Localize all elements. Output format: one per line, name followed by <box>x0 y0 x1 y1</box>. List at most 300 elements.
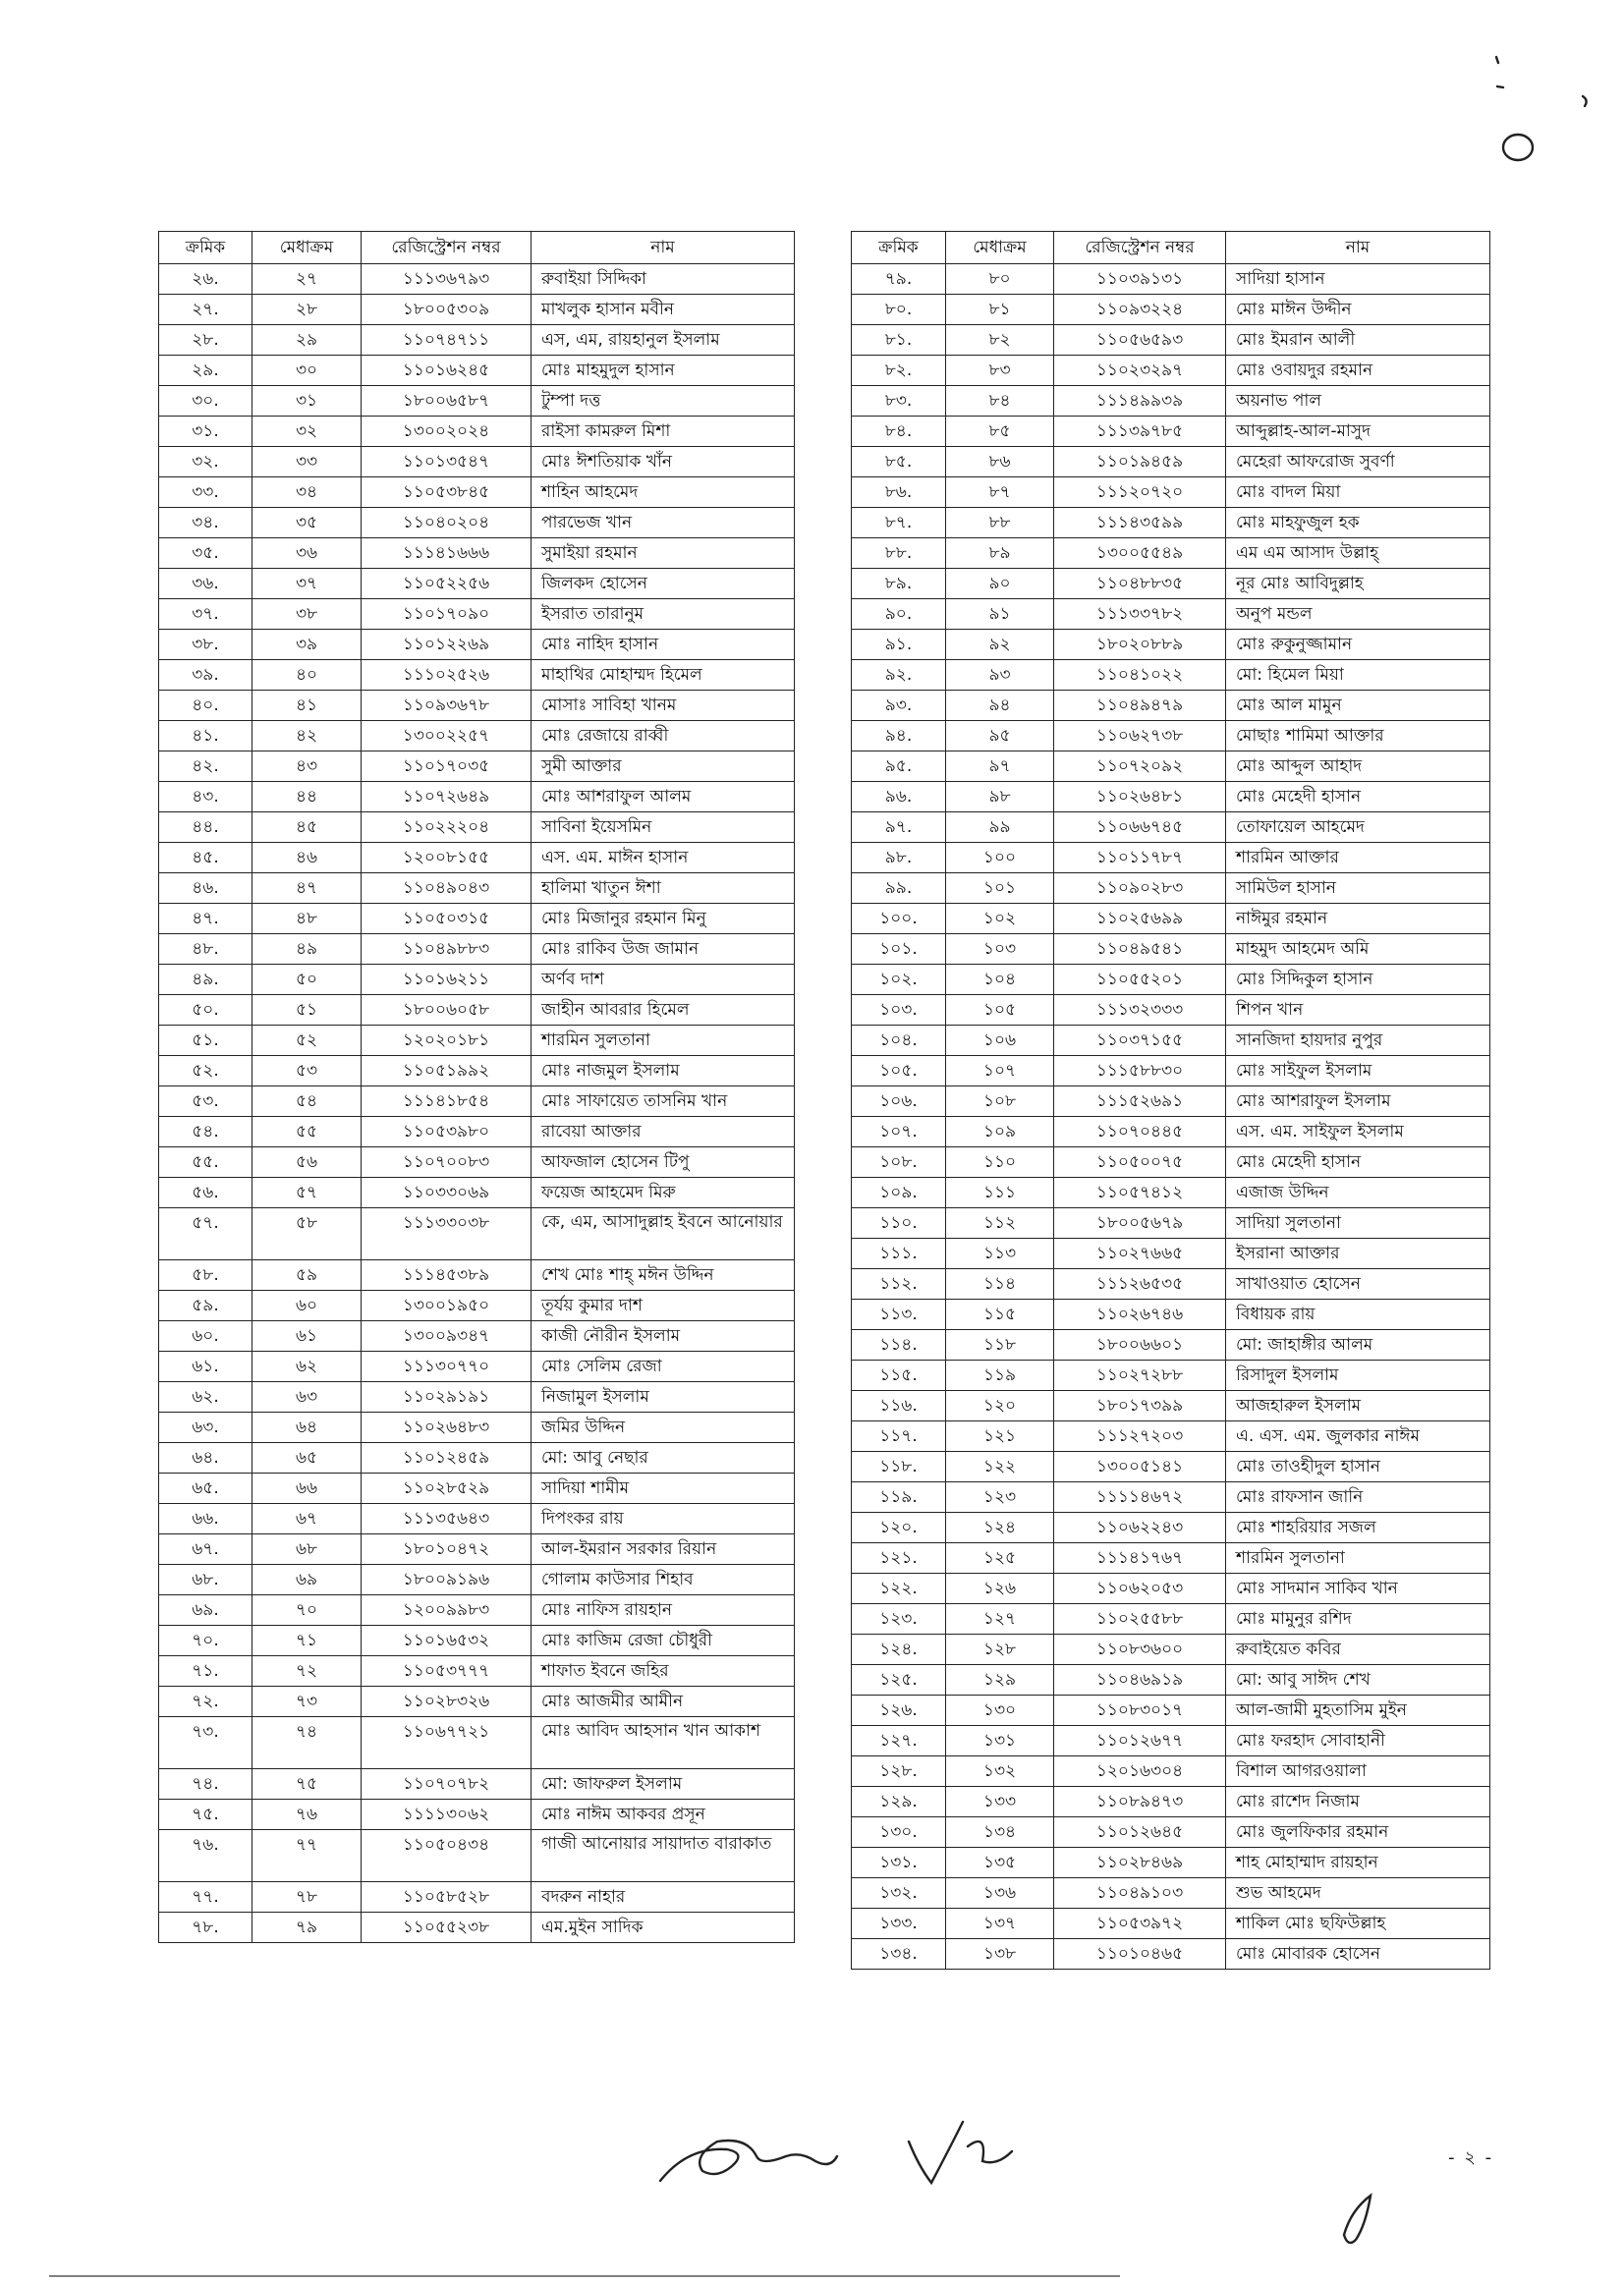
table-row <box>159 1147 795 1178</box>
cell-registration: ১৩০০৯৩৪৭ <box>362 1321 532 1352</box>
cell-serial: ৪৫. <box>159 843 252 873</box>
cell-name: অর্ণব দাশ <box>532 965 795 995</box>
cell-serial: ৫৪. <box>159 1117 252 1147</box>
table-row <box>852 1421 1490 1452</box>
cell-merit: ১০৭ <box>946 1056 1054 1086</box>
cell-name: অয়নাভ পাল <box>1226 386 1490 417</box>
cell-name: মো: আবু নেছার <box>532 1443 795 1474</box>
cell-name: মোঃ মাহফুজুল হক <box>1226 508 1490 538</box>
cell-serial: ১১০. <box>852 1208 946 1239</box>
cell-registration: ১১০৩৯১৩১ <box>1054 264 1226 295</box>
cell-name: ফয়েজ আহমেদ মিরু <box>532 1178 795 1208</box>
cell-registration: ১১১৪১৭৬৭ <box>1054 1543 1226 1574</box>
cell-merit: ৬৮ <box>252 1534 362 1565</box>
cell-name: মোঃ আজমীর আমীন <box>532 1687 795 1717</box>
cell-name: এম এম আসাদ উল্লাহ্ <box>1226 538 1490 569</box>
cell-merit: ৪৬ <box>252 843 362 873</box>
cell-name: মোছাঃ শামিমা আক্তার <box>1226 721 1490 751</box>
cell-serial: ৩১. <box>159 417 252 447</box>
cell-merit: ৭১ <box>252 1626 362 1656</box>
table-row <box>159 1291 795 1321</box>
table-row <box>159 538 795 569</box>
cell-registration: ১১০১০৪৬৫ <box>1054 1939 1226 1970</box>
cell-registration: ১১০৪০২০৪ <box>362 508 532 538</box>
cell-name: মো: জাহাঙ্গীর আলম <box>1226 1330 1490 1361</box>
cell-merit: ৮৮ <box>946 508 1054 538</box>
cell-serial: ১২৫. <box>852 1665 946 1696</box>
cell-registration: ১১১৩৯৭৮৫ <box>1054 417 1226 447</box>
table-row <box>852 1848 1490 1878</box>
cell-registration: ১১০৪৯১০৩ <box>1054 1878 1226 1909</box>
table-header-row <box>159 232 795 264</box>
cell-registration: ১১০৫০৩১৫ <box>362 904 532 934</box>
table-body-right <box>852 264 1490 1970</box>
cell-registration: ১১১২৬৫৩৫ <box>1054 1269 1226 1300</box>
cell-serial: ১৩২. <box>852 1878 946 1909</box>
table-row <box>159 1413 795 1443</box>
cell-registration: ১১০৭৪৭১১ <box>362 325 532 356</box>
cell-name: মেহেরা আফরোজ সুবর্ণা <box>1226 447 1490 477</box>
table-row <box>852 1086 1490 1117</box>
cell-merit: ৩৬ <box>252 538 362 569</box>
cell-registration: ১১১৪১৮৫৪ <box>362 1086 532 1117</box>
cell-serial: ৩৪. <box>159 508 252 538</box>
cell-name: মাহাথির মোহাম্মদ হিমেল <box>532 660 795 691</box>
cell-serial: ১৩০. <box>852 1817 946 1848</box>
cell-serial: ৬৪. <box>159 1443 252 1474</box>
cell-registration: ১১০১৬৫৩২ <box>362 1626 532 1656</box>
cell-name: মোঃ আশরাফুল ইসলাম <box>1226 1086 1490 1117</box>
signature-left <box>660 2141 837 2181</box>
cell-registration: ১১১২৭২০৩ <box>1054 1421 1226 1452</box>
cell-merit: ১১৯ <box>946 1361 1054 1391</box>
cell-registration: ১৮০১৭৩৯৯ <box>1054 1391 1226 1421</box>
cell-merit: ১২৭ <box>946 1604 1054 1635</box>
cell-registration: ১১০২৮৩২৬ <box>362 1687 532 1717</box>
cell-merit: ৭৬ <box>252 1800 362 1830</box>
cell-serial: ১১৮. <box>852 1452 946 1482</box>
table-row <box>852 1269 1490 1300</box>
cell-serial: ৯৯. <box>852 873 946 904</box>
cell-merit: ১০০ <box>946 843 1054 873</box>
cell-serial: ১৩৪. <box>852 1939 946 1970</box>
table-row <box>852 599 1490 630</box>
cell-merit: ৫৭ <box>252 1178 362 1208</box>
cell-registration: ১১০১৯৪৫৯ <box>1054 447 1226 477</box>
cell-merit: ১২৬ <box>946 1574 1054 1604</box>
cell-merit: ৯১ <box>946 599 1054 630</box>
table-row <box>852 873 1490 904</box>
cell-merit: ৬৩ <box>252 1382 362 1413</box>
cell-merit: ৭৫ <box>252 1769 362 1800</box>
cell-registration: ১৮০০৬৬০১ <box>1054 1330 1226 1361</box>
table-row <box>159 1656 795 1687</box>
cell-registration: ১১১৫৮৮৩০ <box>1054 1056 1226 1086</box>
cell-serial: ৬৩. <box>159 1413 252 1443</box>
table-row <box>159 1382 795 1413</box>
cell-serial: ৮৯. <box>852 569 946 599</box>
cell-serial: ৭৪. <box>159 1769 252 1800</box>
cell-serial: ১০৯. <box>852 1178 946 1208</box>
table-row <box>159 1504 795 1534</box>
cell-name: আফজাল হোসেন টিপু <box>532 1147 795 1178</box>
cell-merit: ৪১ <box>252 691 362 721</box>
cell-serial: ১২৭. <box>852 1726 946 1756</box>
cell-registration: ১১০৯৩২২৪ <box>1054 295 1226 325</box>
cell-name: শাফাত ইবনে জহির <box>532 1656 795 1687</box>
cell-merit: ৫৬ <box>252 1147 362 1178</box>
table-row <box>159 1534 795 1565</box>
cell-merit: ১১৩ <box>946 1239 1054 1269</box>
cell-merit: ৮৯ <box>946 538 1054 569</box>
cell-registration: ১২০২০১৮১ <box>362 1026 532 1056</box>
cell-serial: ৬৮. <box>159 1565 252 1595</box>
cell-serial: ৩০. <box>159 386 252 417</box>
cell-name: মোঃ ফরহাদ সোবাহানী <box>1226 1726 1490 1756</box>
cell-name: আজহারুল ইসলাম <box>1226 1391 1490 1421</box>
cell-merit: ১৩৭ <box>946 1909 1054 1939</box>
table-row <box>159 508 795 538</box>
cell-name: মোসাঃ সাবিহা খানম <box>532 691 795 721</box>
table-row <box>852 1391 1490 1421</box>
cell-serial: ৭২. <box>159 1687 252 1717</box>
cell-registration: ১১০৫২২৫৬ <box>362 569 532 599</box>
cell-name: মোঃ ইমরান আলী <box>1226 325 1490 356</box>
cell-merit: ১২৪ <box>946 1513 1054 1543</box>
cell-serial: ১০০. <box>852 904 946 934</box>
table-row <box>159 934 795 965</box>
cell-merit: ৯৩ <box>946 660 1054 691</box>
cell-serial: ৪১. <box>159 721 252 751</box>
cell-registration: ১১০৫৮৫২৮ <box>362 1882 532 1913</box>
cell-merit: ৭০ <box>252 1595 362 1626</box>
cell-serial: ৭৭. <box>159 1882 252 1913</box>
table-row <box>852 1604 1490 1635</box>
cell-registration: ১৮০০৯১৯৬ <box>362 1565 532 1595</box>
cell-merit: ৪৮ <box>252 904 362 934</box>
cell-name: আল-ইমরান সরকার রিয়ান <box>532 1534 795 1565</box>
cell-name: এম.মুইন সাদিক <box>532 1913 795 1943</box>
table-row <box>852 1361 1490 1391</box>
cell-merit: ৭৭ <box>252 1830 362 1882</box>
cell-registration: ১১০৪৯৪৭৯ <box>1054 691 1226 721</box>
cell-serial: ১২২. <box>852 1574 946 1604</box>
cell-serial: ৭০. <box>159 1626 252 1656</box>
cell-name: মোঃ রেজায়ে রাব্বী <box>532 721 795 751</box>
cell-serial: ১০৭. <box>852 1117 946 1147</box>
cell-registration: ১১০৫৫২০১ <box>1054 965 1226 995</box>
cell-name: আল-জামী মুহতাসিম মুইন <box>1226 1696 1490 1726</box>
cell-name: মোঃ তাওহীদুল হাসান <box>1226 1452 1490 1482</box>
cell-serial: ৩২. <box>159 447 252 477</box>
cell-registration: ১৮০০৬৫৮৭ <box>362 386 532 417</box>
cell-merit: ৬২ <box>252 1352 362 1382</box>
table-row <box>159 1260 795 1291</box>
cell-merit: ৩৮ <box>252 599 362 630</box>
table-row <box>852 965 1490 995</box>
cell-name: মোঃ মিজানুর রহমান মিনু <box>532 904 795 934</box>
cell-serial: ১২৩. <box>852 1604 946 1635</box>
cell-merit: ১২৯ <box>946 1665 1054 1696</box>
cell-name: হালিমা খাতুন ঈশা <box>532 873 795 904</box>
cell-name: ইসরাত তারানুম <box>532 599 795 630</box>
table-row <box>159 447 795 477</box>
cell-serial: ৪০. <box>159 691 252 721</box>
cell-registration: ১১০৪৬৯১৯ <box>1054 1665 1226 1696</box>
table-row <box>852 1909 1490 1939</box>
cell-merit: ১৩৬ <box>946 1878 1054 1909</box>
page-number: - ২ - <box>1448 2147 1494 2168</box>
cell-name: শাহ মোহাম্মাদ রায়হান <box>1226 1848 1490 1878</box>
cell-serial: ১১৪. <box>852 1330 946 1361</box>
cell-registration: ১১১৪৯৯৩৯ <box>1054 386 1226 417</box>
cell-serial: ১০২. <box>852 965 946 995</box>
cell-name: নিজামুল ইসলাম <box>532 1382 795 1413</box>
table-row <box>159 1800 795 1830</box>
cell-serial: ৭৩. <box>159 1717 252 1769</box>
cell-merit: ৯৯ <box>946 812 1054 843</box>
cell-name: মোঃ বাদল মিয়া <box>1226 477 1490 508</box>
cell-serial: ১১২. <box>852 1269 946 1300</box>
cell-merit: ৪৪ <box>252 782 362 812</box>
table-row <box>852 904 1490 934</box>
cell-merit: ১১৮ <box>946 1330 1054 1361</box>
cell-name: মোঃ রাকিব উজ জামান <box>532 934 795 965</box>
cell-name: মোঃ সাদমান সাকিব খান <box>1226 1574 1490 1604</box>
cell-name: মোঃ মাঈন উদ্দীন <box>1226 295 1490 325</box>
cell-merit: ১২০ <box>946 1391 1054 1421</box>
cell-registration: ১১০৭০০৮৩ <box>362 1147 532 1178</box>
cell-registration: ১১১৪৫৩৮৯ <box>362 1260 532 1291</box>
cell-registration: ১১০৫৩৯৮০ <box>362 1117 532 1147</box>
cell-serial: ৮৭. <box>852 508 946 538</box>
cell-serial: ১১১. <box>852 1239 946 1269</box>
cell-serial: ৯৭. <box>852 812 946 843</box>
cell-registration: ১১০৪১০২২ <box>1054 660 1226 691</box>
cell-serial: ৫০. <box>159 995 252 1026</box>
cell-name: শাকিল মোঃ ছফিউল্লাহ <box>1226 1909 1490 1939</box>
cell-merit: ৬১ <box>252 1321 362 1352</box>
cell-registration: ১২০০৯৯৮৩ <box>362 1595 532 1626</box>
cell-name: শারমিন সুলতানা <box>1226 1543 1490 1574</box>
table-row <box>159 1443 795 1474</box>
cell-name: মোঃ নাফিস রায়হান <box>532 1595 795 1626</box>
pen-mark-top-3 <box>1583 96 1587 106</box>
cell-serial: ৭৫. <box>159 1800 252 1830</box>
cell-name: মোঃ ঈশতিয়াক খাঁন <box>532 447 795 477</box>
cell-name: মো: আবু সাঈদ শেখ <box>1226 1665 1490 1696</box>
cell-serial: ৪২. <box>159 751 252 782</box>
table-row <box>159 477 795 508</box>
cell-serial: ৮৪. <box>852 417 946 447</box>
table-row <box>852 1635 1490 1665</box>
cell-serial: ৪৬. <box>159 873 252 904</box>
cell-name: মোঃ কাজিম রেজা চৌধুরী <box>532 1626 795 1656</box>
cell-registration: ১১০৫৬৫৯৩ <box>1054 325 1226 356</box>
table-row <box>852 325 1490 356</box>
cell-merit: ৩৪ <box>252 477 362 508</box>
cell-serial: ৭১. <box>159 1656 252 1687</box>
cell-registration: ১১০৬৭৭২১ <box>362 1717 532 1769</box>
cell-registration: ১১১১৪৬৭২ <box>1054 1482 1226 1513</box>
cell-name: সানজিদা হায়দার নুপুর <box>1226 1026 1490 1056</box>
table-row <box>159 1117 795 1147</box>
cell-name: এস. এম. সাইফুল ইসলাম <box>1226 1117 1490 1147</box>
cell-merit: ১০৩ <box>946 934 1054 965</box>
table-row <box>159 1882 795 1913</box>
table-row <box>852 1543 1490 1574</box>
table-row <box>852 1696 1490 1726</box>
cell-registration: ১১০৫৩৭৭৭ <box>362 1656 532 1687</box>
cell-serial: ৪৭. <box>159 904 252 934</box>
cell-merit: ১৩৫ <box>946 1848 1054 1878</box>
cell-name: সাদিয়া শামীম <box>532 1474 795 1504</box>
cell-merit: ৫৫ <box>252 1117 362 1147</box>
table-row <box>852 386 1490 417</box>
cell-merit: ৫২ <box>252 1026 362 1056</box>
table-body-left <box>159 264 795 1943</box>
cell-merit: ১০৫ <box>946 995 1054 1026</box>
cell-merit: ৩৭ <box>252 569 362 599</box>
cell-registration: ১১০১১৭৮৭ <box>1054 843 1226 873</box>
cell-merit: ১৩২ <box>946 1756 1054 1787</box>
header-registration: রেজিস্ট্রেশন নম্বর <box>1054 232 1226 264</box>
table-row <box>159 995 795 1026</box>
table-row <box>852 264 1490 295</box>
cell-serial: ১০৩. <box>852 995 946 1026</box>
cell-merit: ১০৮ <box>946 1086 1054 1117</box>
cell-merit: ২৮ <box>252 295 362 325</box>
table-row <box>852 1878 1490 1909</box>
table-row <box>852 934 1490 965</box>
table-row <box>852 477 1490 508</box>
cell-serial: ৮৩. <box>852 386 946 417</box>
cell-name: নূর মোঃ আবিদুল্লাহ <box>1226 569 1490 599</box>
cell-name: মোঃ নাঈম আকবর প্রসূন <box>532 1800 795 1830</box>
cell-merit: ৩২ <box>252 417 362 447</box>
cell-name: গাজী আনোয়ার সায়াদাত বারাকাত <box>532 1830 795 1882</box>
cell-serial: ৪৩. <box>159 782 252 812</box>
cell-registration: ১১০৯৩৬৭৮ <box>362 691 532 721</box>
cell-serial: ৫৭. <box>159 1208 252 1260</box>
cell-registration: ১২০০৮১৫৫ <box>362 843 532 873</box>
cell-merit: ৩৩ <box>252 447 362 477</box>
table-row <box>159 721 795 751</box>
cell-registration: ১১০৫৩৮৪৫ <box>362 477 532 508</box>
cell-serial: ১২৯. <box>852 1787 946 1817</box>
table-row <box>159 1321 795 1352</box>
cell-merit: ১১২ <box>946 1208 1054 1239</box>
pen-mark-top-2 <box>1497 86 1503 87</box>
cell-name: মোঃ সেলিম রেজা <box>532 1352 795 1382</box>
cell-serial: ৯৩. <box>852 691 946 721</box>
cell-registration: ১১০৫১৯৯২ <box>362 1056 532 1086</box>
cell-registration: ১১০১২২৬৯ <box>362 630 532 660</box>
cell-merit: ৪৭ <box>252 873 362 904</box>
cell-registration: ১১০৮৯৪৭৩ <box>1054 1787 1226 1817</box>
cell-name: সামিউল হাসান <box>1226 873 1490 904</box>
table-row <box>852 1482 1490 1513</box>
cell-name: মো: জাফরুল ইসলাম <box>532 1769 795 1800</box>
table-row <box>159 1687 795 1717</box>
cell-merit: ৮৩ <box>946 356 1054 386</box>
cell-name: এজাজ উদ্দিন <box>1226 1178 1490 1208</box>
cell-name: মোঃ মেহেদী হাসান <box>1226 782 1490 812</box>
cell-serial: ২৮. <box>159 325 252 356</box>
table-row <box>852 1756 1490 1787</box>
cell-registration: ১১০১২৬৪৫ <box>1054 1817 1226 1848</box>
cell-serial: ১২৮. <box>852 1756 946 1787</box>
header-serial: ক্রমিক <box>852 232 946 264</box>
table-row <box>852 538 1490 569</box>
table-row <box>852 721 1490 751</box>
cell-name: রিসাদুল ইসলাম <box>1226 1361 1490 1391</box>
cell-merit: ৬৯ <box>252 1565 362 1595</box>
cell-merit: ৬৭ <box>252 1504 362 1534</box>
cell-serial: ২৯. <box>159 356 252 386</box>
table-row <box>852 1939 1490 1970</box>
cell-name: মোঃ আল মামুন <box>1226 691 1490 721</box>
table-row <box>852 1665 1490 1696</box>
cell-name: রুবাইয়া সিদ্দিকা <box>532 264 795 295</box>
cell-serial: ১১৭. <box>852 1421 946 1452</box>
cell-merit: ৭২ <box>252 1656 362 1687</box>
cell-registration: ১৮০০৫৬৭৯ <box>1054 1208 1226 1239</box>
table-row <box>852 1056 1490 1086</box>
cell-serial: ৯০. <box>852 599 946 630</box>
cell-registration: ১১০৭২৬৪৯ <box>362 782 532 812</box>
table-row <box>159 599 795 630</box>
cell-serial: ১১৯. <box>852 1482 946 1513</box>
cell-registration: ১৩০০৫৫৪৯ <box>1054 538 1226 569</box>
cell-name: রাবেয়া আক্তার <box>532 1117 795 1147</box>
cell-registration: ১১০৪৯০৪৩ <box>362 873 532 904</box>
cell-name: মোঃ মেহেদী হাসান <box>1226 1147 1490 1178</box>
table-row <box>159 417 795 447</box>
cell-registration: ১১০২৯১৯১ <box>362 1382 532 1413</box>
table-row <box>159 1178 795 1208</box>
cell-name: বিশাল আগরওয়ালা <box>1226 1756 1490 1787</box>
cell-merit: ৭৮ <box>252 1882 362 1913</box>
table-row <box>852 630 1490 660</box>
table-row <box>852 1178 1490 1208</box>
cell-merit: ৮০ <box>946 264 1054 295</box>
cell-name: কাজী নৌরীন ইসলাম <box>532 1321 795 1352</box>
cell-registration: ১২০১৬৩০৪ <box>1054 1756 1226 1787</box>
cell-serial: ৭৯. <box>852 264 946 295</box>
cell-registration: ১১০৫৭৪১২ <box>1054 1178 1226 1208</box>
cell-name: মো: হিমেল মিয়া <box>1226 660 1490 691</box>
header-serial: ক্রমিক <box>159 232 252 264</box>
table-row <box>159 751 795 782</box>
table-row <box>159 873 795 904</box>
cell-name: গোলাম কাউসার শিহাব <box>532 1565 795 1595</box>
cell-serial: ৩৮. <box>159 630 252 660</box>
table-row <box>159 660 795 691</box>
cell-registration: ১১০৩৩০৬৯ <box>362 1178 532 1208</box>
table-row <box>852 1513 1490 1543</box>
cell-name: এস, এম, রায়হানুল ইসলাম <box>532 325 795 356</box>
table-row <box>852 1452 1490 1482</box>
cell-serial: ৬৬. <box>159 1504 252 1534</box>
cell-merit: ৭৪ <box>252 1717 362 1769</box>
cell-serial: ৪৯. <box>159 965 252 995</box>
cell-registration: ১৩০০১৯৫০ <box>362 1291 532 1321</box>
cell-name: সুমী আক্তার <box>532 751 795 782</box>
cell-merit: ১১৪ <box>946 1269 1054 1300</box>
cell-name: বিধায়ক রায় <box>1226 1300 1490 1330</box>
table-row <box>852 1147 1490 1178</box>
